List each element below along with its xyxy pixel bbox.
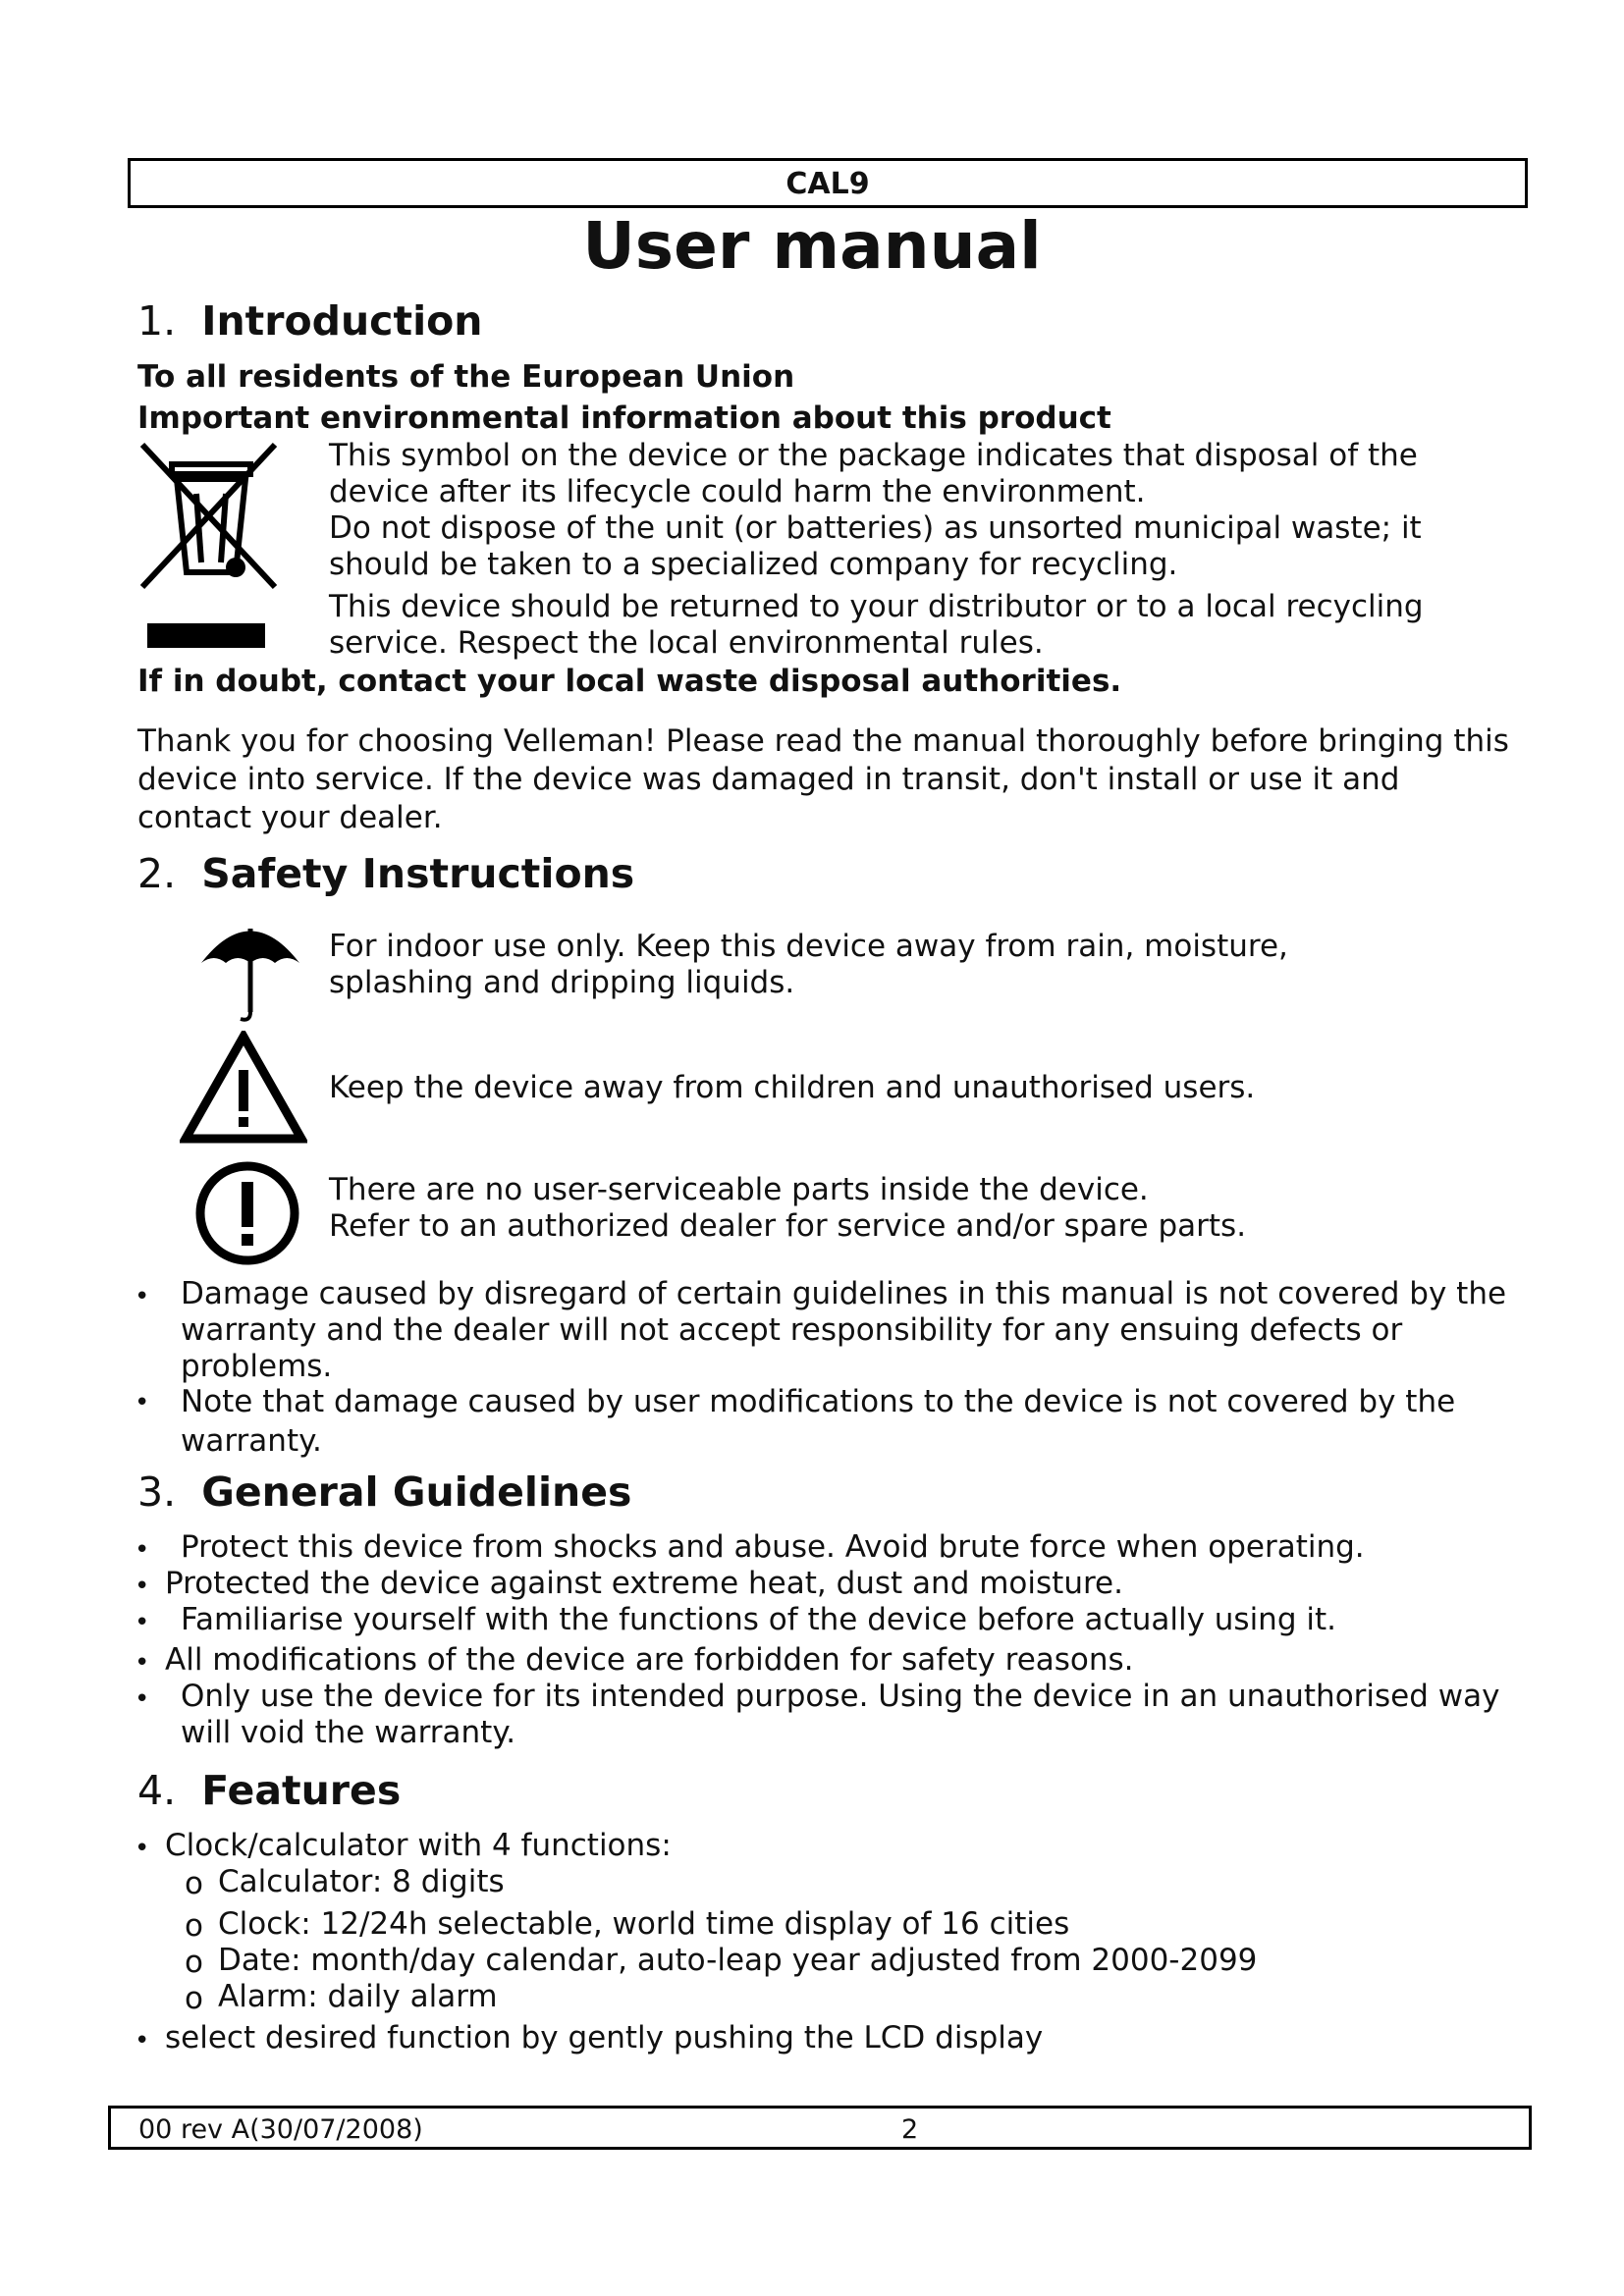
- feature-calculator: Calculator: 8 digits: [218, 1864, 505, 1899]
- safety-item-indoor: For indoor use only. Keep this device away from rain, moisture, splashing and dripping liquids.: [329, 929, 1288, 1000]
- sub-marker: o: [185, 1981, 203, 2016]
- feature-alarm: Alarm: daily alarm: [218, 1979, 498, 2014]
- thanks-paragraph: Thank you for choosing Velleman! Please read the manual thoroughly before bringing this device into service. If the device was damaged in transit, don't install or use it and contact your dealer.: [137, 723, 1509, 835]
- guideline-4: All modifications of the device are forbidden for safety reasons.: [165, 1642, 1134, 1678]
- guideline-3: Familiarise yourself with the functions of the device before actually using it.: [181, 1602, 1336, 1637]
- sub-marker: o: [185, 1945, 203, 1980]
- bullet-marker: •: [135, 1572, 150, 1601]
- bullet-marker: •: [135, 1648, 150, 1678]
- intro-paragraph: This symbol on the device or the package indicates that disposal of the device after its lifecycle could harm the environment. Do not dispose of the unit (or batteries) as unsorted municipal waste; it should be taken to a specialized company for recycling. This device should be returned to your distributor or to a local recycling service. Respect the local environmental rules.: [329, 438, 1424, 661]
- doubt-line: If in doubt, contact your local waste disposal authorities.: [137, 664, 1122, 699]
- eu-residents-line: To all residents of the European Union: [137, 359, 795, 395]
- bullet-marker: •: [135, 1608, 150, 1637]
- page-title: User manual: [582, 208, 1042, 284]
- exclamation-circle-icon: [192, 1158, 302, 1268]
- bullet-marker: •: [135, 1535, 150, 1565]
- footer: [108, 2106, 1532, 2150]
- section-2-heading: 2. Safety Instructions: [137, 850, 635, 897]
- umbrella-icon: [196, 909, 304, 1027]
- features-last: select desired function by gently pushing the LCD display: [165, 2020, 1044, 2056]
- weee-bin-icon: [137, 440, 285, 656]
- guideline-5: Only use the device for its intended purpose. Using the device in an unauthorised way will void the warranty.: [181, 1679, 1500, 1750]
- model-box: [128, 158, 1528, 208]
- bullet-marker: •: [135, 1834, 150, 1863]
- guideline-1: Protect this device from shocks and abuse. Avoid brute force when operating.: [181, 1529, 1365, 1565]
- bullet-marker: •: [135, 1388, 150, 1417]
- warning-triangle-icon: [180, 1031, 307, 1147]
- safety-item-service: There are no user-serviceable parts inside the device. Refer to an authorized dealer for service and/or spare parts.: [329, 1172, 1247, 1244]
- feature-clock: Clock: 12/24h selectable, world time display of 16 cities: [218, 1906, 1070, 1942]
- safety-bullet-1: Damage caused by disregard of certain guidelines in this manual is not covered by the warranty and the dealer will not accept responsibility for any ensuing defects or problems.: [181, 1276, 1507, 1384]
- section-4-heading: 4. Features: [137, 1767, 402, 1814]
- footer-page-number: 2: [901, 2114, 919, 2145]
- safety-item-children: Keep the device away from children and unauthorised users.: [329, 1070, 1256, 1105]
- safety-bullet-2: Note that damage caused by user modifications to the device is not covered by the warranty.: [181, 1384, 1456, 1459]
- model-number: CAL9: [785, 167, 870, 201]
- features-intro: Clock/calculator with 4 functions:: [165, 1828, 672, 1863]
- sub-marker: o: [185, 1908, 203, 1944]
- footer-revision: 00 rev A(30/07/2008): [138, 2114, 423, 2145]
- sub-marker: o: [185, 1866, 203, 1901]
- bullet-marker: •: [135, 1282, 150, 1311]
- bullet-marker: •: [135, 1684, 150, 1714]
- section-3-heading: 3. General Guidelines: [137, 1468, 632, 1516]
- section-1-heading: 1. Introduction: [137, 297, 483, 345]
- env-info-line: Important environmental information about this product: [137, 400, 1111, 436]
- bullet-marker: •: [135, 2026, 150, 2056]
- feature-date: Date: month/day calendar, auto-leap year adjusted from 2000-2099: [218, 1943, 1258, 1978]
- guideline-2: Protected the device against extreme heat, dust and moisture.: [165, 1566, 1123, 1601]
